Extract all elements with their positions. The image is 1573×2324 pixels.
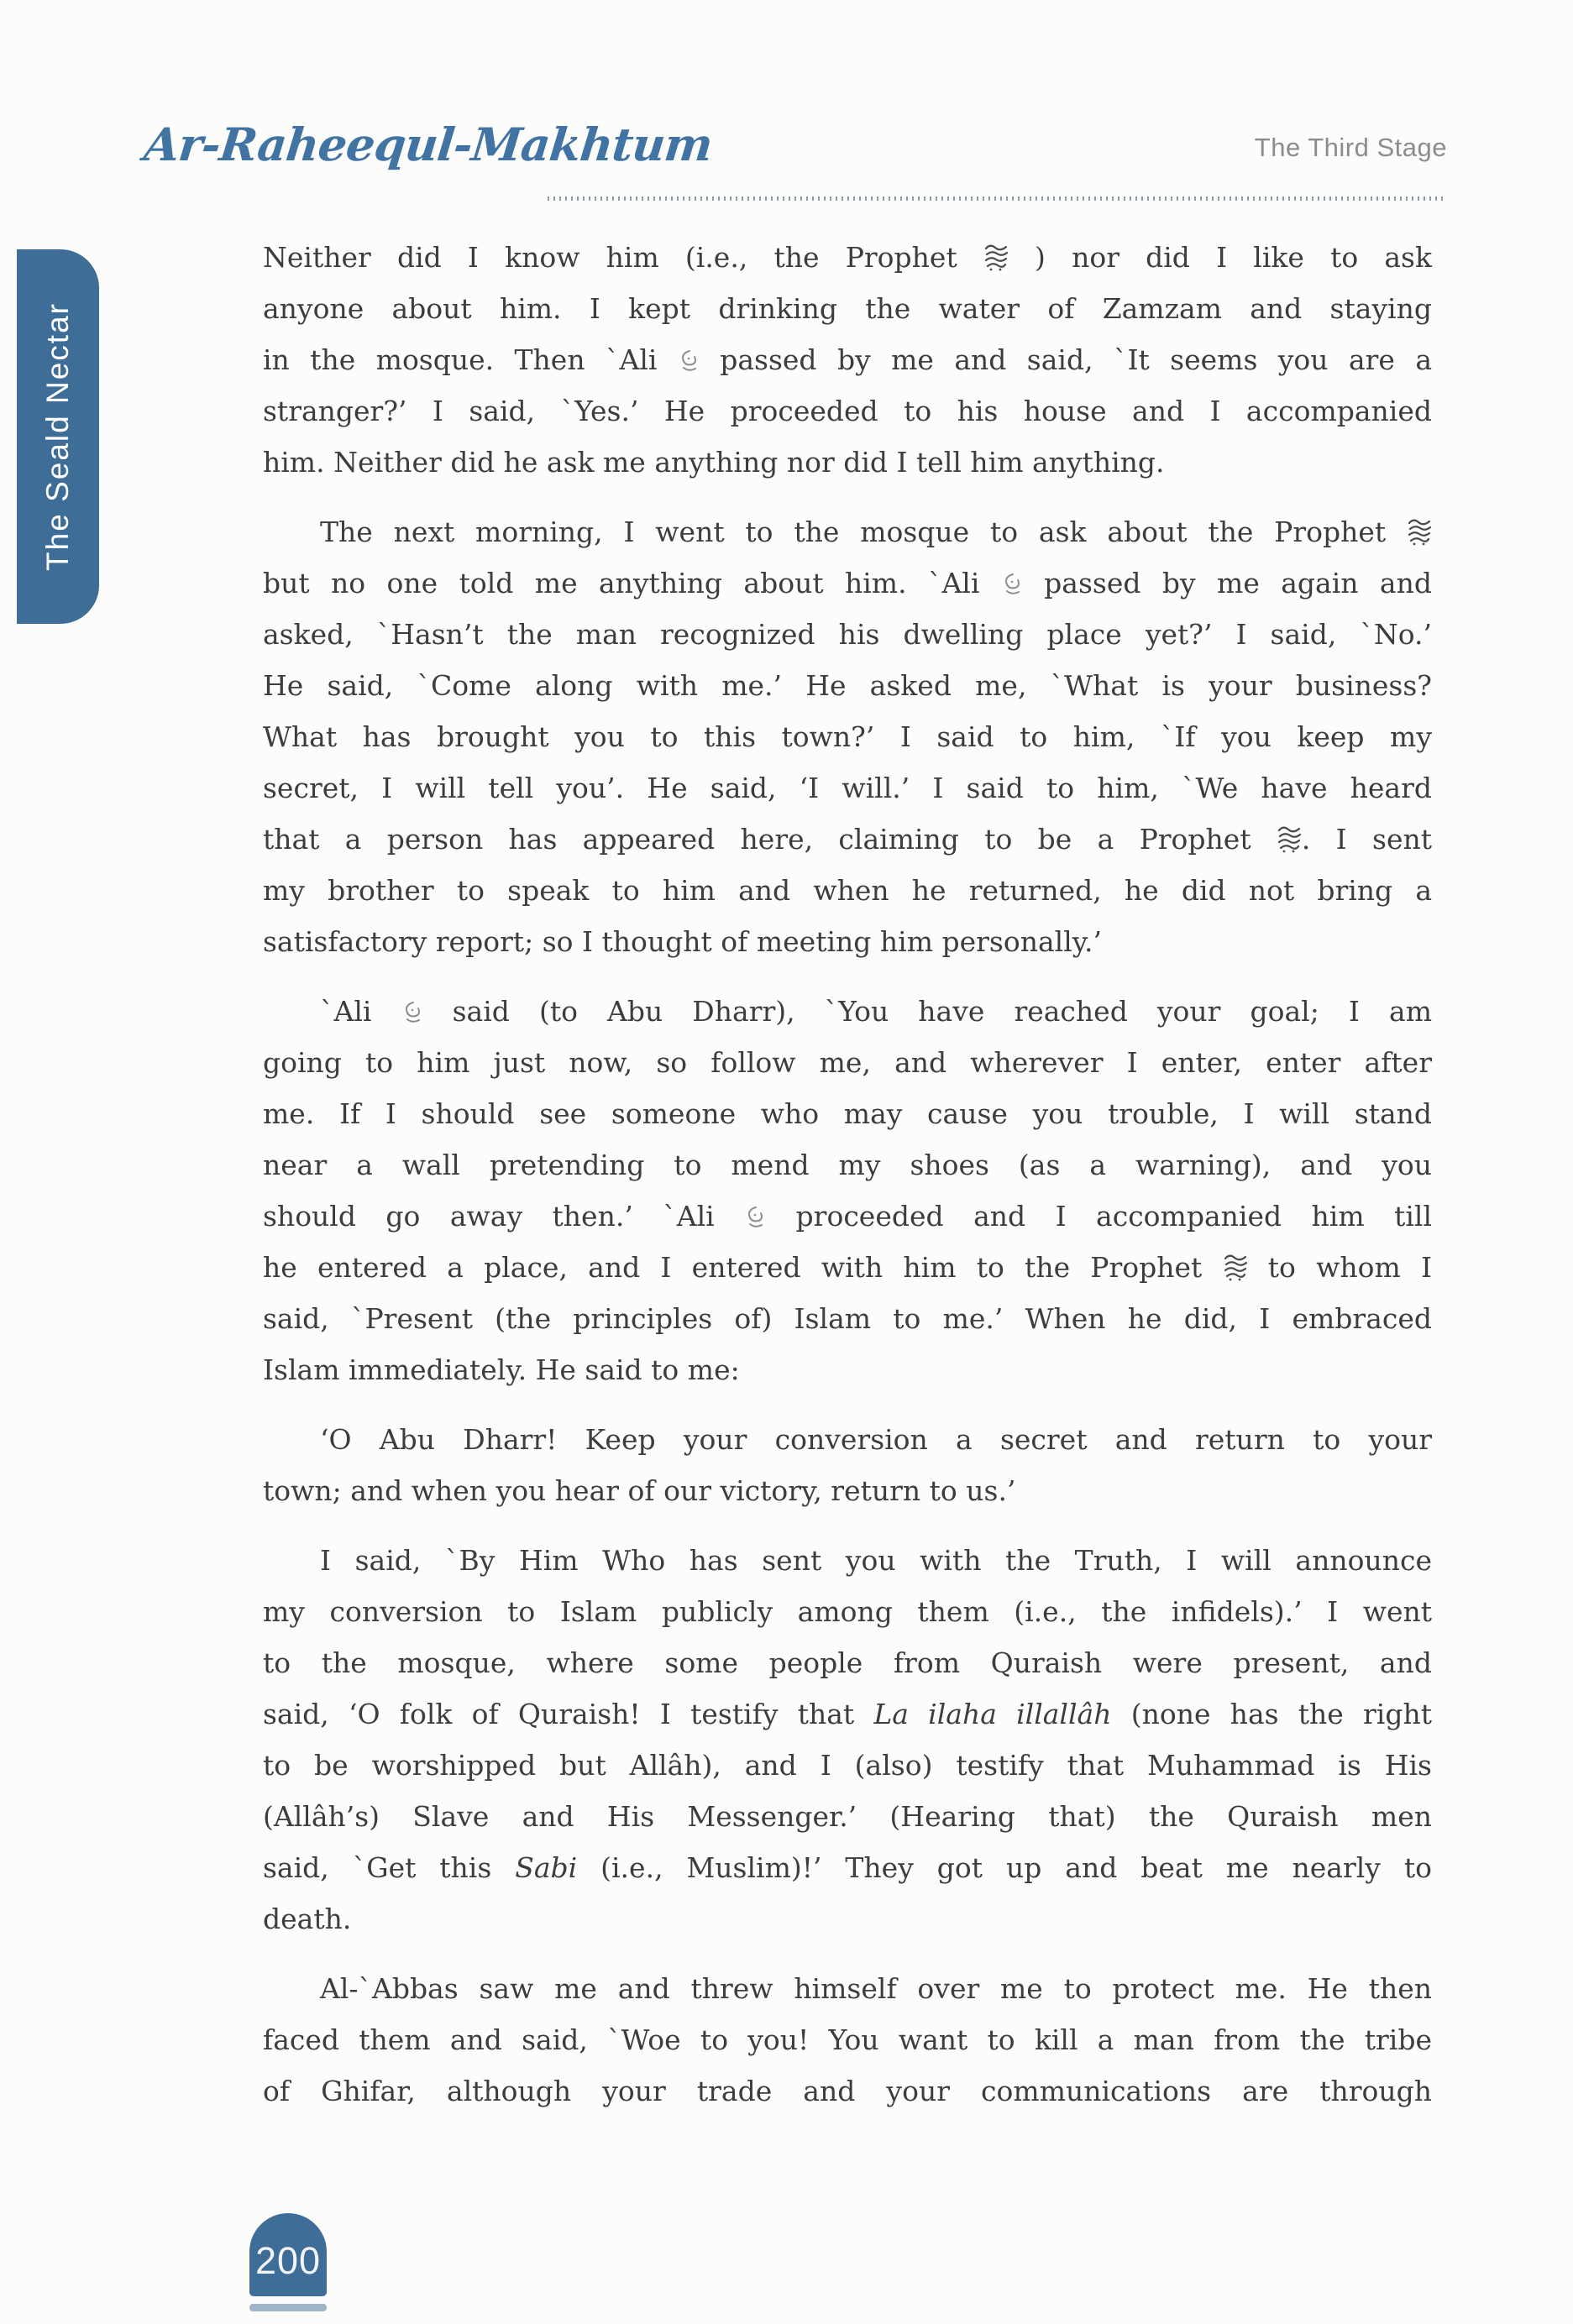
text-run: What has brought you to this town?’ I said to him, `If you keep my: [263, 720, 1432, 753]
text-line: [263, 1586, 1432, 1637]
text-run: satisfactory report; so I thought of meeting him personally.’: [263, 925, 1102, 958]
page-number-underline: [249, 2304, 327, 2311]
chapter-header: The Third Stage: [1254, 133, 1447, 162]
text-line: [263, 232, 1432, 283]
text-line: [263, 609, 1432, 660]
text-line: [263, 334, 1432, 385]
text-run: said, ‘O folk of Quraish! I testify that: [263, 1698, 874, 1730]
page-number-badge: [249, 2213, 327, 2296]
paragraph: [263, 986, 1432, 1395]
ra-calligraphy-icon: [1001, 571, 1023, 596]
text-run: near a wall pretending to mend my shoes (as a warning), and you: [263, 1149, 1432, 1181]
text-run: Islam immediately. He said to me:: [263, 1353, 740, 1386]
text-run: (none has the right: [1111, 1698, 1432, 1730]
text-line: [263, 814, 1432, 865]
text-line: [263, 1242, 1432, 1293]
paragraph: [263, 506, 1432, 967]
text-run: of Ghifar, although your trade and your communications are through: [263, 2075, 1432, 2107]
text-line: [263, 1688, 1432, 1740]
text-line: [263, 1740, 1432, 1791]
sidebar-tab: [17, 249, 99, 624]
text-run: he entered a place, and I entered with him to the Prophet: [263, 1251, 1223, 1284]
text-line: [263, 1535, 1432, 1586]
text-line: [263, 506, 1432, 557]
text-run: him. Neither did he ask me anything nor did I tell him anything.: [263, 446, 1165, 479]
text-line: [263, 437, 1432, 488]
text-run: . I sent: [1301, 823, 1432, 856]
text-line: [263, 660, 1432, 711]
text-line: [263, 1344, 1432, 1395]
text-run: going to him just now, so follow me, and wherever I enter, enter after: [263, 1046, 1432, 1079]
text-run: but no one told me anything about him. `Ali: [263, 567, 1001, 599]
paragraph: [263, 1535, 1432, 1945]
text-line: [263, 1963, 1432, 2014]
text-run: death.: [263, 1903, 352, 1935]
text-run: said, `Present (the principles of) Islam to me.’ When he did, I embraced: [263, 1302, 1432, 1335]
ra-calligraphy-icon: [401, 999, 423, 1024]
text-run: `Ali: [320, 995, 401, 1028]
text-run: ) nor did I like to ask: [1008, 241, 1432, 274]
body-text: [263, 232, 1432, 2135]
text-line: [263, 1791, 1432, 1842]
text-run: to be worshipped but Allâh), and I (also) testify that Muhammad is His: [263, 1749, 1432, 1782]
text-run: La ilaha illallâh: [873, 1698, 1112, 1730]
text-run: passed by me and said, `It seems you are a: [699, 343, 1432, 376]
paragraph: [263, 1414, 1432, 1516]
text-run: to the mosque, where some people from Quraish were present, and: [263, 1646, 1432, 1679]
text-run: He said, `Come along with me.’ He asked me, `What is your business?: [263, 669, 1432, 702]
text-run: passed by me again and: [1022, 567, 1432, 599]
text-run: faced them and said, `Woe to you! You want to kill a man from the tribe: [263, 2023, 1432, 2056]
text-line: [263, 557, 1432, 609]
text-run: proceeded and I accompanied him till: [766, 1200, 1432, 1233]
text-line: [263, 711, 1432, 762]
text-line: [263, 762, 1432, 814]
ra-calligraphy-icon: [744, 1204, 766, 1229]
text-line: [263, 1842, 1432, 1893]
ra-calligraphy-icon: [678, 348, 700, 373]
page-number: 200: [254, 2239, 322, 2282]
text-line: [263, 1293, 1432, 1344]
text-line: [263, 1191, 1432, 1242]
text-run: me. If I should see someone who may cause you trouble, I will stand: [263, 1097, 1432, 1130]
paragraph: [263, 232, 1432, 488]
pbuh-calligraphy-icon: [983, 242, 1009, 272]
text-line: [263, 2014, 1432, 2065]
text-line: [263, 986, 1432, 1037]
text-run: my brother to speak to him and when he returned, he did not bring a: [263, 874, 1432, 907]
header-dotted-rule: [548, 196, 1447, 201]
text-run: to whom I: [1247, 1251, 1433, 1284]
text-run: said, `Get this: [263, 1851, 516, 1884]
text-line: [263, 1037, 1432, 1088]
text-run: town; and when you hear of our victory, return to us.’: [263, 1474, 1016, 1507]
text-run: The next morning, I went to the mosque to ask about the Prophet: [320, 516, 1407, 548]
text-run: asked, `Hasn’t the man recognized his dwelling place yet?’ I said, `No.’: [263, 618, 1432, 651]
text-line: [263, 283, 1432, 334]
text-run: anyone about him. I kept drinking the water of Zamzam and staying: [263, 292, 1432, 325]
text-run: ‘O Abu Dharr! Keep your conversion a secret and return to your: [320, 1423, 1432, 1456]
pbuh-calligraphy-icon: [1277, 824, 1302, 854]
text-line: [263, 1637, 1432, 1688]
text-line: [263, 385, 1432, 437]
text-run: said (to Abu Dharr), `You have reached your goal; I am: [422, 995, 1432, 1028]
text-line: [263, 1465, 1432, 1516]
pbuh-calligraphy-icon: [1223, 1252, 1248, 1282]
text-line: [263, 1088, 1432, 1139]
text-line: [263, 1414, 1432, 1465]
paragraph: [263, 1963, 1432, 2117]
text-run: stranger?’ I said, `Yes.’ He proceeded to his house and I accompanied: [263, 395, 1432, 427]
text-run: Sabi: [515, 1851, 578, 1884]
text-line: [263, 2065, 1432, 2117]
text-run: should go away then.’ `Ali: [263, 1200, 745, 1233]
text-line: [263, 1893, 1432, 1945]
text-line: [263, 916, 1432, 967]
text-run: (Allâh’s) Slave and His Messenger.’ (Hearing that) the Quraish men: [263, 1800, 1432, 1833]
text-run: Neither did I know him (i.e., the Prophet: [263, 241, 983, 274]
text-run: (i.e., Muslim)!’ They got up and beat me nearly to: [577, 1851, 1433, 1884]
text-run: Al-`Abbas saw me and threw himself over me to protect me. He then: [320, 1972, 1432, 2005]
pbuh-calligraphy-icon: [1407, 516, 1432, 547]
text-run: secret, I will tell you’. He said, ‘I will.’ I said to him, `We have heard: [263, 772, 1432, 804]
text-run: that a person has appeared here, claiming to be a Prophet: [263, 823, 1277, 856]
text-line: [263, 865, 1432, 916]
text-run: in the mosque. Then `Ali: [263, 343, 678, 376]
text-line: [263, 1139, 1432, 1191]
text-run: I said, `By Him Who has sent you with the Truth, I will announce: [320, 1544, 1432, 1577]
text-run: my conversion to Islam publicly among them (i.e., the infidels).’ I went: [263, 1595, 1432, 1628]
book-title-script: Ar-Raheequl-Makhtum: [141, 118, 715, 171]
sidebar-tab-label: The Seald Nectar: [40, 302, 75, 571]
